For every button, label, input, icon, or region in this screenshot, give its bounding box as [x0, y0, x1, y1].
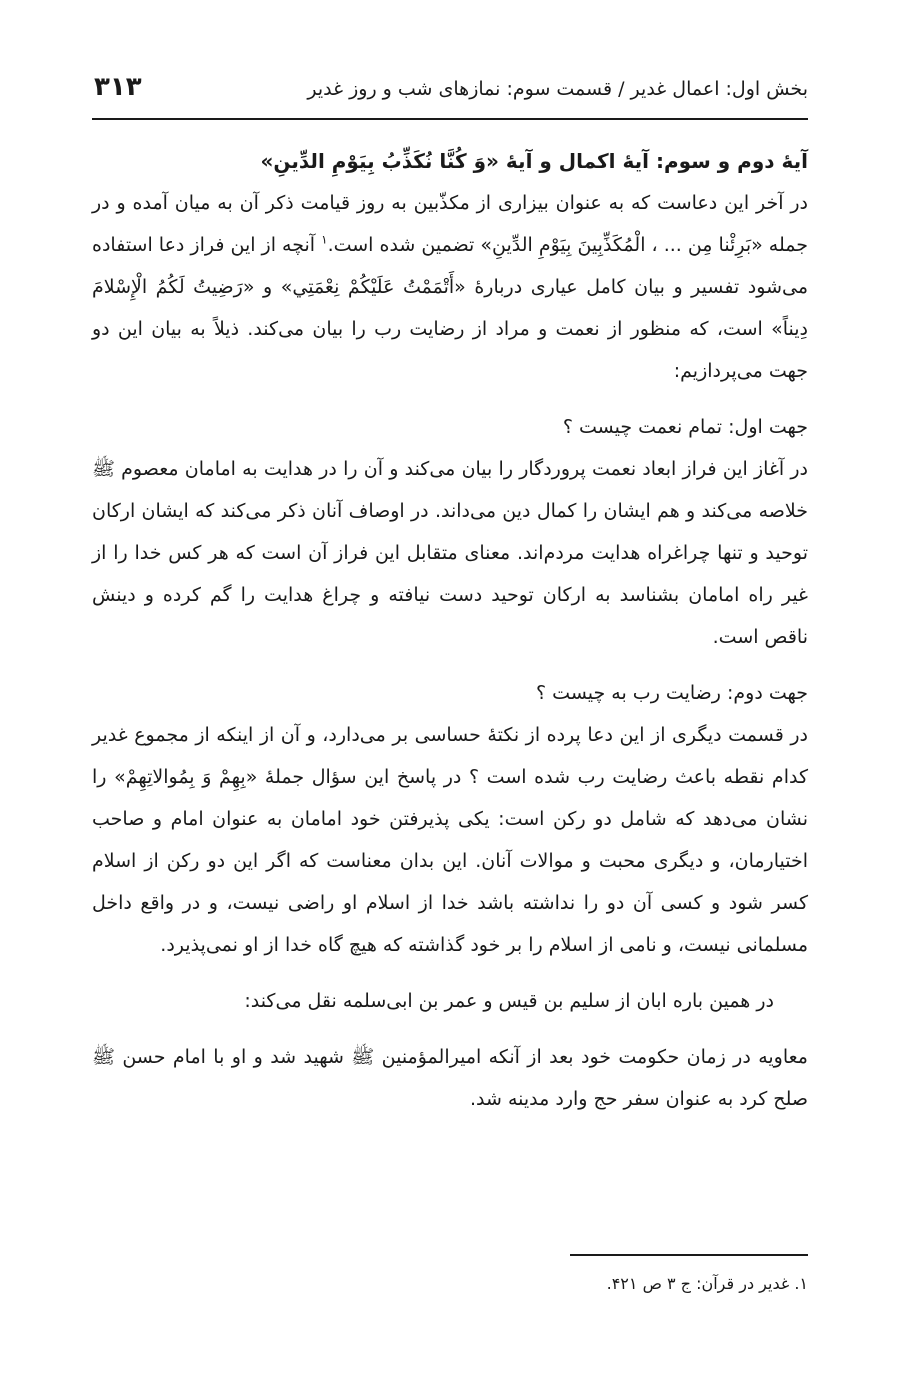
paragraph: در قسمت دیگری از این دعا پرده از نکتۀ حساسی بر می‌دارد، و آن از اینکه از مجموع غدیر کدام نقطه باعث رضایت رب شده است ؟ در پاسخ این سؤال جملۀ «بِهِمْ وَ بِمُوالاتِهِمْ» را نشان می‌دهد که شامل دو رکن است: یکی پذیرفتن خود امامان به عنوان امام و صاحب اختیارمان، و دیگری محبت و موالات آنان. این بدان معناست که اگر این دو رکن از اسلام کسر شود و کسی آن دو را نداشته باشد خدا از اسلام او راضی نیست، و در واقع داخل مسلمانی نیست، و نامی از اسلام را بر خود گذاشته که هیچ گاه خدا از او نمی‌پذیرد.: [92, 724, 808, 956]
paragraph-text: در آخر این دعاست که به عنوان بیزاری از مکذّبین به روز قیامت ذکر آن به میان آمده و در جمله «بَرِئْنا مِن ... ، الْمُكَذِّبِينَ بِيَوْمِ الدِّينِ» تضمین شده است.: [92, 192, 808, 256]
main-text: [92, 140, 808, 1120]
subheading-first-aspect: جهت اول: تمام نعمت چیست ؟: [562, 416, 808, 438]
paragraph: در آغاز این فراز ابعاد نعمت پروردگار را بیان می‌کند و آن را در هدایت به امامان معصوم ﷺ خلاصه می‌کند و هم ایشان را کمال دین می‌داند. در اوصاف آنان ذکر می‌کند که ایشان ارکان توحید و تنها چراغراه هدایت مردم‌اند. معنای متقابل این فراز آن است که هر کس خدا را از غیر راه امامان بشناسد به ارکان توحید دست نیافته و چراغ هدایت را گم کرده و دینش ناقص است.: [92, 458, 808, 648]
narration-text: معاویه در زمان حکومت خود بعد از آنکه امیرالمؤمنین ﷺ شهید شد و او با امام حسن ﷺ صلح کرد به عنوان سفر حج وارد مدینه شد.: [92, 1046, 808, 1110]
page-number: ۳۱۳: [94, 72, 142, 102]
running-header: [92, 72, 808, 112]
paragraph: [92, 182, 808, 392]
running-title: بخش اول: اعمال غدیر / قسمت سوم: نمازهای شب و روز غدیر: [307, 78, 808, 100]
narration-intro: در همین باره ابان از سلیم بن قیس و عمر بن ابی‌سلمه نقل می‌کند:: [244, 990, 774, 1012]
footnote-rule: [570, 1254, 808, 1256]
book-page: [92, 0, 808, 1390]
footnote: ۱. غدیر در قرآن: ج ۳ ص ۴۲۱.: [606, 1274, 808, 1293]
subheading-second-aspect: جهت دوم: رضایت رب به چیست ؟: [536, 682, 808, 704]
paragraph-text: آنچه از این فراز دعا استفاده می‌شود تفسیر و بیان کامل عیاری دربارۀ «أَتْمَمْتُ عَلَيْكُمْ نِعْمَتِي» و «رَضِيتُ لَكُمُ الْإِسْلامَ دِيناً» است، که منظور از نعمت و مراد از رضایت رب را بیان می‌کند. ذیلاً به بیان این دو جهت می‌پردازیم:: [92, 234, 808, 382]
header-rule: [92, 118, 808, 120]
section-heading: آیۀ دوم و سوم: آیۀ اکمال و آیۀ «وَ كُنَّا نُكَذِّبُ بِيَوْمِ الدِّينِ»: [260, 149, 808, 173]
footnote-marker[interactable]: ۱: [321, 232, 328, 247]
